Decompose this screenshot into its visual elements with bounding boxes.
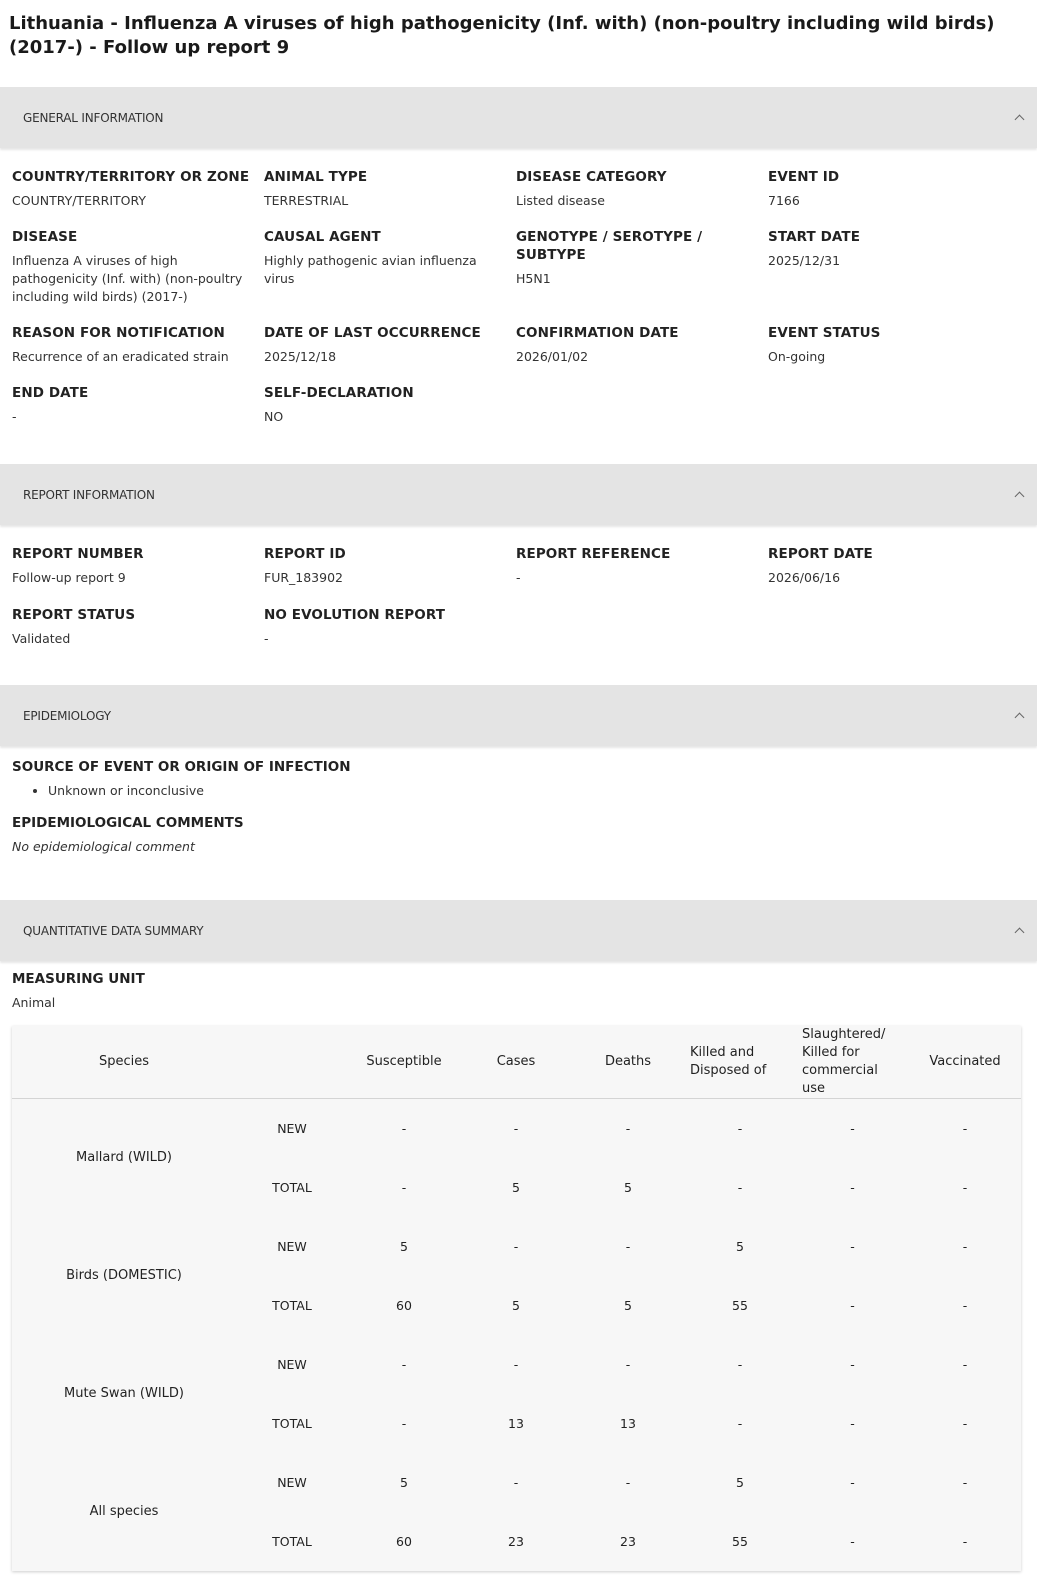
column-header-period	[236, 1026, 348, 1099]
value-cell: -	[962, 1179, 968, 1195]
section-header-general-information[interactable]	[0, 87, 1037, 148]
field-value: -	[264, 631, 269, 646]
field-label: MEASURING UNIT	[12, 971, 145, 987]
period-cell: NEW	[277, 1120, 307, 1136]
field-report-number	[12, 545, 264, 606]
field-no-evolution-report	[264, 606, 516, 648]
value-cell: 13	[508, 1415, 524, 1431]
chevron-up-icon[interactable]	[1015, 713, 1025, 723]
field-value: 2026/06/16	[768, 570, 841, 585]
field-label: REPORT DATE	[768, 546, 873, 562]
table-row	[12, 1335, 1021, 1394]
value-cell: -	[401, 1179, 407, 1195]
column-header-killed-disposed: Killed and Disposed of	[684, 1026, 796, 1099]
species-cell: All species	[89, 1504, 159, 1519]
field-causal-agent	[264, 228, 516, 324]
value-cell: -	[850, 1179, 855, 1195]
general-information-body	[0, 148, 1037, 464]
field-label: NO EVOLUTION REPORT	[264, 607, 446, 623]
quantitative-data-body	[0, 961, 1037, 1571]
table-row	[12, 1453, 1021, 1512]
value-cell: -	[962, 1120, 968, 1136]
field-report-id	[264, 545, 516, 606]
field-label: CAUSAL AGENT	[264, 229, 381, 245]
field-label: GENOTYPE / SEROTYPE / SUBTYPE	[516, 229, 703, 263]
value-cell: -	[962, 1415, 968, 1431]
field-label: COUNTRY/TERRITORY OR ZONE	[12, 169, 250, 185]
field-label: SELF-DECLARATION	[264, 385, 414, 401]
section-header-report-information[interactable]	[0, 464, 1037, 525]
period-cell: NEW	[277, 1356, 307, 1372]
value-cell: -	[850, 1533, 855, 1549]
value-cell: 5	[400, 1474, 408, 1490]
value-cell: -	[850, 1356, 855, 1372]
section-header-quantitative-data-summary[interactable]	[0, 900, 1037, 961]
field-label: DATE OF LAST OCCURRENCE	[264, 325, 481, 341]
value-cell: 23	[620, 1533, 636, 1549]
value-cell: -	[850, 1120, 855, 1136]
field-value: Highly pathogenic avian influenza virus	[264, 253, 477, 286]
field-label: REPORT ID	[264, 546, 346, 562]
period-cell: NEW	[277, 1238, 307, 1254]
value-cell: -	[850, 1238, 855, 1254]
field-value: NO	[264, 409, 284, 424]
value-cell: -	[962, 1356, 968, 1372]
epidemiology-body	[0, 746, 1037, 900]
field-label: REPORT REFERENCE	[516, 546, 671, 562]
value-cell: 5	[400, 1238, 408, 1254]
field-value: -	[12, 409, 17, 424]
value-cell: 60	[396, 1533, 412, 1549]
value-cell: 23	[508, 1533, 524, 1549]
value-cell: -	[401, 1356, 407, 1372]
species-cell: Birds (DOMESTIC)	[66, 1268, 182, 1283]
column-header-vaccinated: Vaccinated	[909, 1026, 1021, 1099]
period-cell: TOTAL	[272, 1179, 312, 1195]
field-value: 2025/12/31	[768, 253, 841, 268]
column-header-slaughtered: Slaughtered/ Killed for commercial use	[796, 1026, 909, 1099]
epidemiological-comment: No epidemiological comment	[12, 839, 195, 854]
field-value: Recurrence of an eradicated strain	[12, 349, 229, 364]
value-cell: 5	[512, 1179, 520, 1195]
value-cell: -	[513, 1356, 519, 1372]
field-disease	[12, 228, 264, 324]
field-end-date	[12, 384, 264, 426]
field-value: Animal	[12, 995, 56, 1010]
column-header-cases: Cases	[460, 1026, 572, 1099]
quantitative-data-table	[12, 1026, 1021, 1571]
field-value: FUR_183902	[264, 570, 343, 585]
field-reason	[12, 324, 264, 384]
period-cell: TOTAL	[272, 1297, 312, 1313]
value-cell: -	[401, 1415, 407, 1431]
value-cell: -	[850, 1415, 855, 1431]
field-value: On-going	[768, 349, 826, 364]
field-disease-category	[516, 168, 768, 228]
field-label: REASON FOR NOTIFICATION	[12, 325, 225, 341]
value-cell: 5	[624, 1179, 632, 1195]
field-confirmation-date	[516, 324, 768, 384]
field-label: EPIDEMIOLOGICAL COMMENTS	[12, 815, 244, 831]
value-cell: -	[737, 1179, 743, 1195]
field-value: Influenza A viruses of high pathogenicity (Inf. with) (non-poultry including wild birds) (2017-)	[12, 253, 243, 304]
field-label: REPORT STATUS	[12, 607, 136, 623]
value-cell: 5	[512, 1297, 520, 1313]
field-value: 2026/01/02	[516, 349, 589, 364]
value-cell: -	[625, 1356, 631, 1372]
field-label: EVENT ID	[768, 169, 840, 185]
value-cell: -	[737, 1356, 743, 1372]
table-row	[12, 1217, 1021, 1276]
field-label: CONFIRMATION DATE	[516, 325, 679, 341]
field-label: EVENT STATUS	[768, 325, 881, 341]
chevron-up-icon[interactable]	[1015, 928, 1025, 938]
field-report-reference	[516, 545, 768, 606]
value-cell: 5	[736, 1474, 744, 1490]
table-header-row	[12, 1026, 1021, 1099]
value-cell: 60	[396, 1297, 412, 1313]
field-event-id	[768, 168, 1020, 228]
value-cell: -	[850, 1297, 855, 1313]
chevron-up-icon[interactable]	[1015, 492, 1025, 502]
value-cell: -	[737, 1120, 743, 1136]
species-cell: Mute Swan (WILD)	[64, 1386, 184, 1401]
field-value: -	[516, 570, 521, 585]
field-last-occurrence	[264, 324, 516, 384]
value-cell: -	[850, 1474, 855, 1490]
field-report-status	[12, 606, 264, 648]
field-country	[12, 168, 264, 228]
field-label: SOURCE OF EVENT OR ORIGIN OF INFECTION	[12, 759, 351, 775]
value-cell: 13	[620, 1415, 636, 1431]
field-value: Validated	[12, 631, 71, 646]
value-cell: -	[962, 1533, 968, 1549]
field-value: 2025/12/18	[264, 349, 337, 364]
species-cell: Mallard (WILD)	[76, 1150, 172, 1166]
period-cell: NEW	[277, 1474, 307, 1490]
value-cell: -	[737, 1415, 743, 1431]
value-cell: -	[513, 1120, 519, 1136]
value-cell: 55	[732, 1297, 748, 1313]
section-title: REPORT INFORMATION	[23, 487, 155, 502]
value-cell: -	[625, 1120, 631, 1136]
field-self-declaration	[264, 384, 516, 426]
field-event-status	[768, 324, 1020, 384]
list-item: • Unknown or inconclusive	[48, 782, 1025, 800]
column-header-deaths: Deaths	[572, 1026, 684, 1099]
field-label: START DATE	[768, 229, 861, 245]
value-cell: -	[962, 1297, 968, 1313]
field-value: Listed disease	[516, 193, 605, 208]
field-genotype	[516, 228, 768, 324]
field-value: 7166	[768, 193, 800, 208]
source-list	[48, 782, 1025, 800]
period-cell: TOTAL	[272, 1415, 312, 1431]
section-title: QUANTITATIVE DATA SUMMARY	[23, 923, 204, 938]
column-header-species: Species	[12, 1026, 236, 1099]
value-cell: -	[513, 1238, 519, 1254]
table-row	[12, 1099, 1021, 1158]
field-label: DISEASE	[12, 229, 78, 245]
period-cell: TOTAL	[272, 1533, 312, 1549]
field-label: DISEASE CATEGORY	[516, 169, 667, 185]
field-label: ANIMAL TYPE	[264, 169, 368, 185]
field-value: H5N1	[516, 271, 551, 286]
field-start-date	[768, 228, 1020, 324]
value-cell: -	[625, 1474, 631, 1490]
page-title: Lithuania - Influenza A viruses of high pathogenicity (Inf. with) (non-poultry including wild birds) (2017-) - Follow up report 9	[9, 13, 995, 58]
field-value: COUNTRY/TERRITORY	[12, 193, 147, 208]
column-header-susceptible: Susceptible	[348, 1026, 460, 1099]
field-report-date	[768, 545, 1020, 606]
field-label: REPORT NUMBER	[12, 546, 144, 562]
section-title: GENERAL INFORMATION	[23, 110, 164, 125]
value-cell: -	[401, 1120, 407, 1136]
field-value: TERRESTRIAL	[264, 193, 349, 208]
field-animal-type	[264, 168, 516, 228]
value-cell: -	[962, 1474, 968, 1490]
value-cell: -	[625, 1238, 631, 1254]
value-cell: 5	[736, 1238, 744, 1254]
value-cell: 55	[732, 1533, 748, 1549]
field-label: END DATE	[12, 385, 89, 401]
value-cell: 5	[624, 1297, 632, 1313]
report-information-body	[0, 525, 1037, 685]
field-value: Follow-up report 9	[12, 570, 126, 585]
value-cell: -	[962, 1238, 968, 1254]
chevron-up-icon[interactable]	[1015, 115, 1025, 125]
value-cell: -	[513, 1474, 519, 1490]
section-header-epidemiology[interactable]	[0, 685, 1037, 746]
section-title: EPIDEMIOLOGY	[23, 708, 111, 723]
